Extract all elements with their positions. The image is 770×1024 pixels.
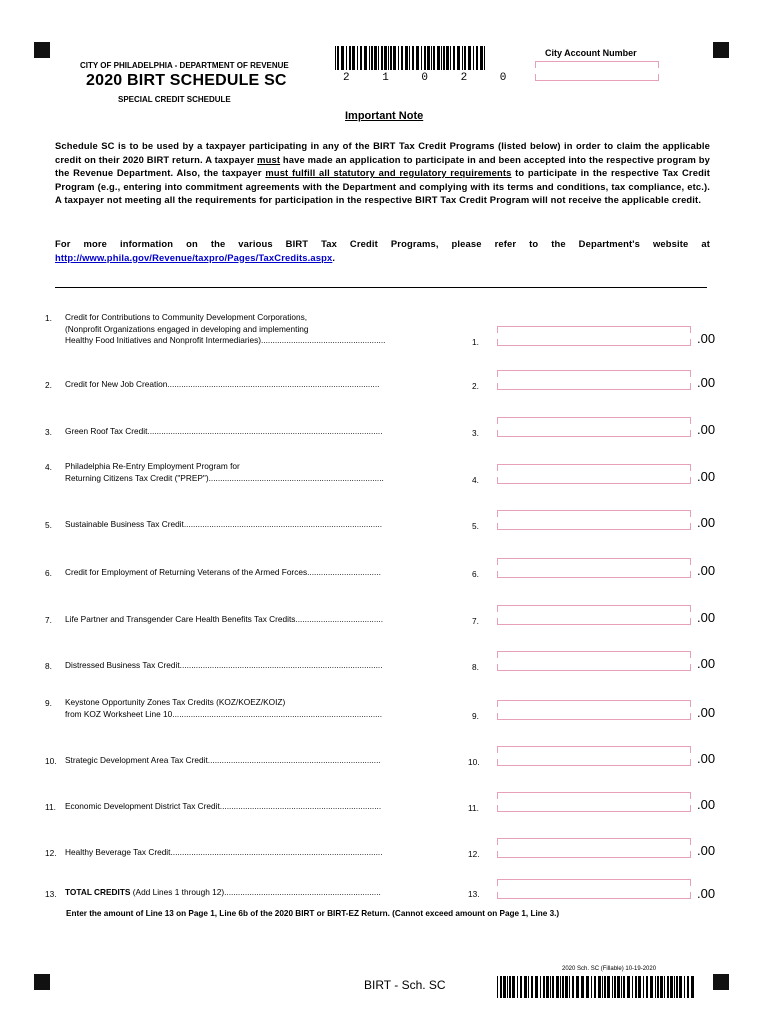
registration-mark-bottom-right	[713, 974, 729, 990]
barcode-bar	[550, 976, 551, 998]
line-description	[65, 697, 450, 720]
barcode-bar	[635, 976, 637, 998]
website-paragraph	[55, 237, 710, 264]
registration-mark-bottom-left	[34, 974, 50, 990]
barcode-top	[335, 46, 487, 70]
barcode-bar	[535, 976, 538, 998]
amount-field-top	[497, 326, 691, 333]
barcode-bar	[650, 976, 653, 998]
amount-field[interactable]	[497, 430, 691, 437]
total-field-top	[497, 879, 691, 886]
barcode-bar	[437, 46, 440, 70]
barcode-bar	[384, 46, 387, 70]
line-description-row: Healthy Food Initiatives and Nonprofit Intermediaries)......................................................	[65, 335, 386, 345]
line-number: 7.	[45, 615, 52, 625]
barcode-bar	[409, 46, 410, 70]
barcode-bar	[416, 46, 419, 70]
barcode-bar	[378, 46, 379, 70]
line-reference: 7.	[472, 616, 479, 626]
barcode-bar	[528, 976, 529, 998]
barcode-bar	[450, 46, 451, 70]
barcode-bar	[664, 976, 665, 998]
amount-field-top	[497, 651, 691, 658]
amount-cents: .00	[697, 563, 716, 578]
amount-cents: .00	[697, 843, 716, 858]
line-number: 1.	[45, 313, 52, 323]
note-text-b: have made an application to participate in and been accepted into the respective program by the Revenue Department. Also, the taxpayer	[55, 153, 710, 178]
barcode-bar	[398, 46, 399, 70]
line-number: 4.	[45, 462, 52, 472]
barcode-bar	[576, 976, 579, 998]
form-subtitle: SPECIAL CREDIT SCHEDULE	[118, 95, 231, 104]
barcode-bar	[614, 976, 616, 998]
registration-mark-top-right	[713, 42, 729, 58]
line-description	[65, 660, 450, 672]
barcode-bar	[607, 976, 610, 998]
barcode-bar	[357, 46, 358, 70]
barcode-bar	[427, 46, 430, 70]
line-description-row: Credit for New Job Creation............................................................................................	[65, 379, 380, 389]
line-reference: 10.	[468, 757, 480, 767]
line-number: 8.	[45, 661, 52, 671]
barcode-bar	[431, 46, 432, 70]
line-description-row: Strategic Development Area Tax Credit...........................................................................	[65, 755, 381, 765]
barcode-bar	[556, 976, 559, 998]
barcode-bar	[655, 976, 656, 998]
amount-field-top	[497, 700, 691, 707]
line-number: 11.	[45, 802, 56, 812]
line-reference: 11.	[468, 803, 479, 813]
form-name: BIRT - Sch. SC	[364, 978, 446, 992]
line-reference: 6.	[472, 569, 479, 579]
total-line-number: 13.	[45, 889, 57, 899]
barcode-bar	[457, 46, 460, 70]
barcode-bar	[604, 976, 606, 998]
amount-field[interactable]	[497, 713, 691, 720]
line-description	[65, 801, 450, 813]
note-text-c: to participate in the respective Tax Credit Program (e.g., entering into commitment agreements with the Department and complying with its terms and conditions, tax compliance, etc.). A taxpayer not meeting all the requirements for participation in the respective BIRT Tax Credit Program will not receive the applicable credit.	[55, 167, 710, 205]
line-description	[65, 614, 450, 626]
barcode-bar	[446, 46, 449, 70]
barcode-bar	[540, 976, 541, 998]
barcode-bar	[421, 46, 422, 70]
barcode-bar	[581, 976, 582, 998]
line-description-row: Credit for Employment of Returning Veterans of the Armed Forces................................	[65, 567, 381, 577]
barcode-bar	[684, 976, 685, 998]
amount-cents: .00	[697, 468, 716, 484]
note-fulfill: must fulfill all statutory and regulatory requirements	[265, 167, 512, 178]
barcode-bar	[627, 976, 630, 998]
line-number: 5.	[45, 520, 52, 530]
line-reference: 5.	[472, 521, 479, 531]
barcode-bar	[691, 976, 694, 998]
barcode-bar	[346, 46, 347, 70]
account-number-label: City Account Number	[545, 48, 637, 58]
barcode-bar	[401, 46, 403, 70]
barcode-bar	[433, 46, 435, 70]
line-description-row: Sustainable Business Tax Credit......................................................................................	[65, 519, 383, 529]
line-description	[65, 567, 450, 579]
barcode-bar	[638, 976, 641, 998]
amount-field-top	[497, 464, 691, 471]
barcode-bar	[612, 976, 613, 998]
amount-field-top	[497, 838, 691, 845]
total-line-ref: 13.	[468, 889, 480, 899]
line-description	[65, 519, 450, 531]
line-description-row: Life Partner and Transgender Care Health Benefits Tax Credits......................................	[65, 614, 384, 624]
barcode-bar	[643, 976, 644, 998]
amount-field[interactable]	[497, 759, 691, 766]
line-reference: 4.	[472, 474, 479, 485]
line-description-row: (Nonprofit Organizations engaged in developing and implementing	[65, 323, 309, 334]
line-description-row: Distressed Business Tax Credit........................................................................................	[65, 660, 383, 670]
line-description	[65, 847, 450, 859]
barcode-bar	[424, 46, 426, 70]
amount-field-top	[497, 746, 691, 753]
barcode-bar	[500, 976, 502, 998]
amount-cents: .00	[697, 656, 716, 671]
barcode-bar	[443, 46, 445, 70]
amount-field[interactable]	[497, 851, 691, 858]
registration-mark-top-left	[34, 42, 50, 58]
line-reference: 12.	[468, 849, 480, 859]
barcode-bar	[405, 46, 408, 70]
barcode-bar	[484, 46, 485, 70]
amount-field-top	[497, 605, 691, 612]
line-number: 3.	[45, 427, 52, 437]
line-description-row: Philadelphia Re-Entry Employment Program for	[65, 461, 240, 471]
barcode-bar	[674, 976, 675, 998]
form-title: 2020 BIRT SCHEDULE SC	[86, 72, 287, 89]
line-description	[65, 312, 450, 347]
barcode-bar	[374, 46, 377, 70]
barcode-bar	[388, 46, 389, 70]
barcode-bar	[670, 976, 673, 998]
line-description	[65, 379, 450, 391]
barcode-bar	[667, 976, 669, 998]
line-number: 10.	[45, 756, 57, 766]
line-description	[65, 755, 450, 767]
barcode-bar	[369, 46, 370, 70]
line-reference: 2.	[472, 381, 479, 391]
barcode-bar	[586, 976, 589, 998]
account-number-field[interactable]	[535, 74, 659, 81]
amount-cents: .00	[697, 610, 716, 625]
line-description	[65, 461, 450, 484]
barcode-bar	[520, 976, 522, 998]
amount-field[interactable]	[497, 618, 691, 625]
important-note-heading: Important Note	[345, 110, 424, 122]
barcode-bar	[468, 46, 471, 70]
total-credits-field[interactable]	[497, 892, 691, 899]
barcode-bar	[572, 976, 574, 998]
amount-cents: .00	[697, 704, 716, 720]
line-description-row: Returning Citizens Tax Credit ("PREP")............................................................................	[65, 472, 384, 483]
barcode-bar	[591, 976, 592, 998]
department-name: CITY OF PHILADELPHIA - DEPARTMENT OF REVENUE	[80, 61, 289, 70]
amount-cents: .00	[697, 797, 716, 812]
total-line-text	[65, 887, 381, 899]
barcode-bar	[441, 46, 442, 70]
line-reference: 9.	[472, 710, 479, 721]
barcode-bar	[660, 976, 663, 998]
barcode-bar	[524, 976, 527, 998]
barcode-bar	[473, 46, 474, 70]
barcode-bar	[381, 46, 383, 70]
barcode-bar	[480, 46, 483, 70]
barcode-bar	[546, 976, 549, 998]
barcode-bar	[676, 976, 678, 998]
barcode-bar	[341, 46, 344, 70]
barcode-bar	[476, 46, 478, 70]
barcode-bar	[497, 976, 498, 998]
line-number: 6.	[45, 568, 52, 578]
barcode-bar	[364, 46, 367, 70]
barcode-bar	[412, 46, 414, 70]
barcode-bar	[360, 46, 362, 70]
barcode-bar	[462, 46, 463, 70]
tax-credits-link[interactable]: http://www.phila.gov/Revenue/taxpro/Pages/TaxCredits.aspx	[55, 251, 333, 263]
barcode-bar	[598, 976, 601, 998]
website-text: For more information on the various BIRT Tax Credit Programs, please refer to the Department's website at	[55, 238, 710, 249]
amount-field-top	[497, 370, 691, 377]
barcode-bar	[646, 976, 648, 998]
amount-cents: .00	[697, 331, 716, 346]
line-description-row: Keystone Opportunity Zones Tax Credits (KOZ/KOEZ/KOIZ)	[65, 697, 286, 707]
barcode-bar	[602, 976, 603, 998]
barcode-bar	[453, 46, 455, 70]
barcode-bar	[352, 46, 355, 70]
line-reference: 8.	[472, 662, 479, 672]
line-reference: 3.	[472, 428, 479, 438]
amount-field[interactable]	[497, 571, 691, 578]
barcode-bar	[507, 976, 508, 998]
barcode-bar	[464, 46, 466, 70]
line-description-row: Healthy Beverage Tax Credit............................................................................................	[65, 847, 383, 857]
amount-cents: .00	[697, 751, 716, 766]
amount-field[interactable]	[497, 805, 691, 812]
barcode-bar	[632, 976, 633, 998]
total-label: TOTAL CREDITS	[65, 887, 131, 897]
barcode-bar	[562, 976, 564, 998]
barcode-bar	[569, 976, 570, 998]
barcode-bar	[621, 976, 622, 998]
website-period: .	[332, 251, 336, 263]
line-description-row: Green Roof Tax Credit......................................................................................................	[65, 426, 383, 436]
note-must: must	[257, 153, 281, 165]
amount-field[interactable]	[497, 477, 691, 484]
amount-field-top	[497, 510, 691, 517]
line-reference: 1.	[472, 337, 479, 347]
barcode-bar	[687, 976, 689, 998]
barcode-bar	[509, 976, 511, 998]
barcode-bar	[371, 46, 373, 70]
barcode-digits: 2 1 0 2 0	[343, 72, 520, 84]
total-cents: .00	[697, 886, 716, 901]
barcode-bar	[349, 46, 351, 70]
barcode-bar	[337, 46, 339, 70]
amount-field-top	[497, 792, 691, 799]
line-description	[65, 426, 450, 438]
barcode-bar	[531, 976, 533, 998]
line-number: 9.	[45, 698, 52, 708]
barcode-bar	[617, 976, 620, 998]
line-number: 12.	[45, 848, 57, 858]
line-number: 2.	[45, 380, 52, 390]
line-description-row: Credit for Contributions to Community Development Corporations,	[65, 312, 308, 322]
total-paren: (Add Lines 1 through 12)....................................................................	[130, 887, 381, 897]
total-instruction: Enter the amount of Line 13 on Page 1, Line 6b of the 2020 BIRT or BIRT-EZ Return. (Cannot exceed amount on Page 1, Line 3.)	[66, 909, 560, 918]
note-text-a: Schedule SC is to be used by a taxpayer participating in any of the BIRT Tax Credit Programs (listed below) in order to claim the applicable credit on their 2020 BIRT return. A taxpayer	[55, 140, 710, 165]
barcode-bar	[623, 976, 625, 998]
form-version: 2020 Sch. SC (Fillable) 10-19-2020	[562, 966, 657, 972]
account-number-field-top	[535, 61, 659, 68]
line-description-row: Economic Development District Tax Credit......................................................................	[65, 801, 382, 811]
barcode-bar	[390, 46, 392, 70]
amount-field[interactable]	[497, 339, 691, 346]
line-description-row: from KOZ Worksheet Line 10...........................................................................................	[65, 708, 383, 719]
barcode-bar	[517, 976, 518, 998]
amount-cents: .00	[697, 515, 716, 530]
barcode-bar	[594, 976, 596, 998]
amount-field[interactable]	[497, 664, 691, 671]
barcode-bar	[565, 976, 568, 998]
amount-cents: .00	[697, 375, 716, 390]
amount-field[interactable]	[497, 523, 691, 530]
important-note-paragraph	[55, 139, 710, 207]
amount-cents: .00	[697, 422, 716, 437]
barcode-bar	[543, 976, 545, 998]
amount-field-top	[497, 417, 691, 424]
barcode-bar	[560, 976, 561, 998]
barcode-bar	[552, 976, 554, 998]
barcode-bar	[582, 976, 584, 998]
barcode-bar	[512, 976, 515, 998]
barcode-bar	[503, 976, 506, 998]
barcode-bar	[335, 46, 336, 70]
divider	[55, 287, 707, 288]
barcode-bar	[393, 46, 396, 70]
amount-field-top	[497, 558, 691, 565]
barcode-bar	[679, 976, 682, 998]
amount-field[interactable]	[497, 383, 691, 390]
barcode-bar	[657, 976, 659, 998]
barcode-bottom	[497, 976, 695, 998]
